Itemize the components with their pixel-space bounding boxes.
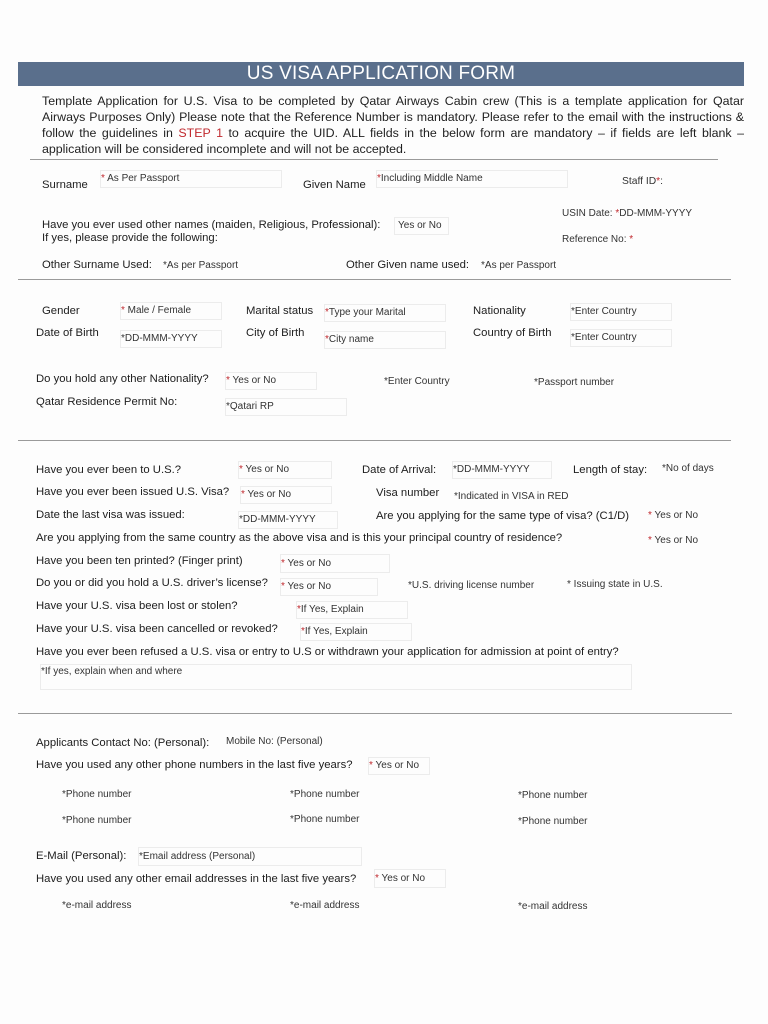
last-visa-date-label: Date the last visa was issued: xyxy=(36,509,185,521)
license-state-field[interactable]: * Issuing state in U.S. xyxy=(567,579,663,590)
surname-label: Surname xyxy=(42,179,88,191)
visa-lost-question: Have your U.S. visa been lost or stolen? xyxy=(36,600,238,612)
been-to-us-field[interactable]: * Yes or No xyxy=(238,461,332,479)
marital-status-field[interactable]: *Type your Marital xyxy=(324,304,446,322)
city-of-birth-field[interactable]: *City name xyxy=(324,331,446,349)
same-country-field[interactable]: * Yes or No xyxy=(648,535,699,546)
arrival-date-field[interactable]: *DD-MMM-YYYY xyxy=(452,461,552,479)
staff-id-field[interactable]: Staff ID*: xyxy=(622,176,664,187)
country-of-birth-field[interactable]: *Enter Country xyxy=(570,329,672,347)
nationality-label: Nationality xyxy=(473,305,526,317)
gender-field[interactable]: * Male / Female xyxy=(120,302,222,320)
visa-issued-field[interactable]: * Yes or No xyxy=(240,486,332,504)
other-phones-field[interactable]: * Yes or No xyxy=(368,757,430,775)
other-nationality-country-field[interactable]: *Enter Country xyxy=(384,376,450,387)
dob-label: Date of Birth xyxy=(36,327,99,339)
step-link[interactable]: STEP 1 xyxy=(178,126,223,140)
other-phones-question: Have you used any other phone numbers in the last five years? xyxy=(36,759,353,771)
license-field[interactable]: * Yes or No xyxy=(280,578,378,596)
license-question: Do you or did you hold a U.S. driver’s license? xyxy=(36,577,268,589)
phone-number-3[interactable]: *Phone number xyxy=(518,790,588,801)
other-emails-question: Have you used any other email addresses in the last five years? xyxy=(36,873,357,885)
country-of-birth-label: Country of Birth xyxy=(473,327,552,339)
phone-number-6[interactable]: *Phone number xyxy=(518,816,588,827)
same-type-field[interactable]: * Yes or No xyxy=(648,510,699,521)
email-address-1[interactable]: *e-mail address xyxy=(62,900,132,911)
phone-number-2[interactable]: *Phone number xyxy=(290,789,360,800)
nationality-field[interactable]: *Enter Country xyxy=(570,303,672,321)
divider xyxy=(18,279,731,280)
other-given-label: Other Given name used: xyxy=(346,259,470,271)
other-names-question: Have you ever used other names (maiden, Religious, Professional): xyxy=(42,219,381,231)
divider xyxy=(18,713,732,714)
visa-cancelled-field[interactable]: *If Yes, Explain xyxy=(300,623,412,641)
visa-number-label: Visa number xyxy=(376,487,440,499)
license-number-field[interactable]: *U.S. driving license number xyxy=(408,580,535,591)
form-title: US VISA APPLICATION FORM xyxy=(18,62,744,86)
usin-date-field[interactable]: USIN Date: *DD-MMM-YYYY xyxy=(562,208,693,219)
length-of-stay-label: Length of stay: xyxy=(573,464,648,476)
been-to-us-question: Have you ever been to U.S.? xyxy=(36,464,182,476)
last-visa-date-field[interactable]: *DD-MMM-YYYY xyxy=(238,511,338,529)
phone-number-5[interactable]: *Phone number xyxy=(290,814,360,825)
passport-number-field[interactable]: *Passport number xyxy=(534,377,615,388)
email-address-2[interactable]: *e-mail address xyxy=(290,900,360,911)
marital-status-label: Marital status xyxy=(246,305,314,317)
given-name-label: Given Name xyxy=(303,179,366,191)
arrival-date-label: Date of Arrival: xyxy=(362,464,437,476)
other-surname-field[interactable]: *As per Passport xyxy=(163,260,239,271)
other-surname-label: Other Surname Used: xyxy=(42,259,152,271)
qatar-rp-label: Qatar Residence Permit No: xyxy=(36,396,178,408)
phone-number-1[interactable]: *Phone number xyxy=(62,789,132,800)
mobile-number-field[interactable]: Mobile No: (Personal) xyxy=(226,736,323,747)
email-address-3[interactable]: *e-mail address xyxy=(518,901,588,912)
intro-text-1: Template Application for U.S. Visa to be completed by Qatar Airways Cabin crew (This is a template application for Qatar Airways Purposes Only) Please note that the Reference Number is mandatory. Please refer to the email with the instructions & follow the guidelines in xyxy=(42,94,744,140)
city-of-birth-label: City of Birth xyxy=(246,327,305,339)
divider xyxy=(18,440,731,441)
visa-number-field[interactable]: *Indicated in VISA in RED xyxy=(454,491,569,502)
reference-no-field[interactable]: Reference No: * xyxy=(562,234,634,245)
other-names-field[interactable]: Yes or No xyxy=(394,217,449,235)
intro-paragraph xyxy=(42,93,744,157)
length-of-stay-field[interactable]: *No of days xyxy=(662,463,714,474)
other-nationality-question: Do you hold any other Nationality? xyxy=(36,373,209,385)
email-label: E-Mail (Personal): xyxy=(36,850,127,862)
ten-printed-question: Have you been ten printed? (Finger print) xyxy=(36,555,243,567)
other-emails-field[interactable]: * Yes or No xyxy=(374,869,446,888)
other-nationality-field[interactable]: * Yes or No xyxy=(225,372,317,390)
dob-field[interactable]: *DD-MMM-YYYY xyxy=(120,330,222,348)
gender-label: Gender xyxy=(42,305,80,317)
if-yes-note: If yes, please provide the following: xyxy=(42,232,218,244)
given-name-field[interactable]: *Including Middle Name xyxy=(376,170,568,188)
visa-lost-field[interactable]: *If Yes, Explain xyxy=(296,601,408,619)
email-field[interactable]: *Email address (Personal) xyxy=(138,847,362,866)
visa-cancelled-question: Have your U.S. visa been cancelled or revoked? xyxy=(36,623,278,635)
same-country-question: Are you applying from the same country as the above visa and is this your principal country of residence? xyxy=(36,532,563,544)
divider xyxy=(30,159,718,160)
visa-issued-question: Have you ever been issued U.S. Visa? xyxy=(36,486,230,498)
surname-field[interactable]: * As Per Passport xyxy=(100,170,282,188)
qatar-rp-field[interactable]: *Qatari RP xyxy=(225,398,347,416)
contact-number-label: Applicants Contact No: (Personal): xyxy=(36,737,210,749)
phone-number-4[interactable]: *Phone number xyxy=(62,815,132,826)
refused-question: Have you ever been refused a U.S. visa or entry to U.S or withdrawn your application for admission at point of entry? xyxy=(36,646,619,658)
ten-printed-field[interactable]: * Yes or No xyxy=(280,554,390,573)
refused-explanation-field[interactable]: *If yes, explain when and where xyxy=(40,664,632,690)
other-given-field[interactable]: *As per Passport xyxy=(481,260,557,271)
same-type-question: Are you applying for the same type of visa? (C1/D) xyxy=(376,510,630,522)
intro-text-2: to acquire the UID. ALL fields in the below form are mandatory – if fields are left blank – application will be considered incomplete and will not be accepted. xyxy=(42,126,744,156)
